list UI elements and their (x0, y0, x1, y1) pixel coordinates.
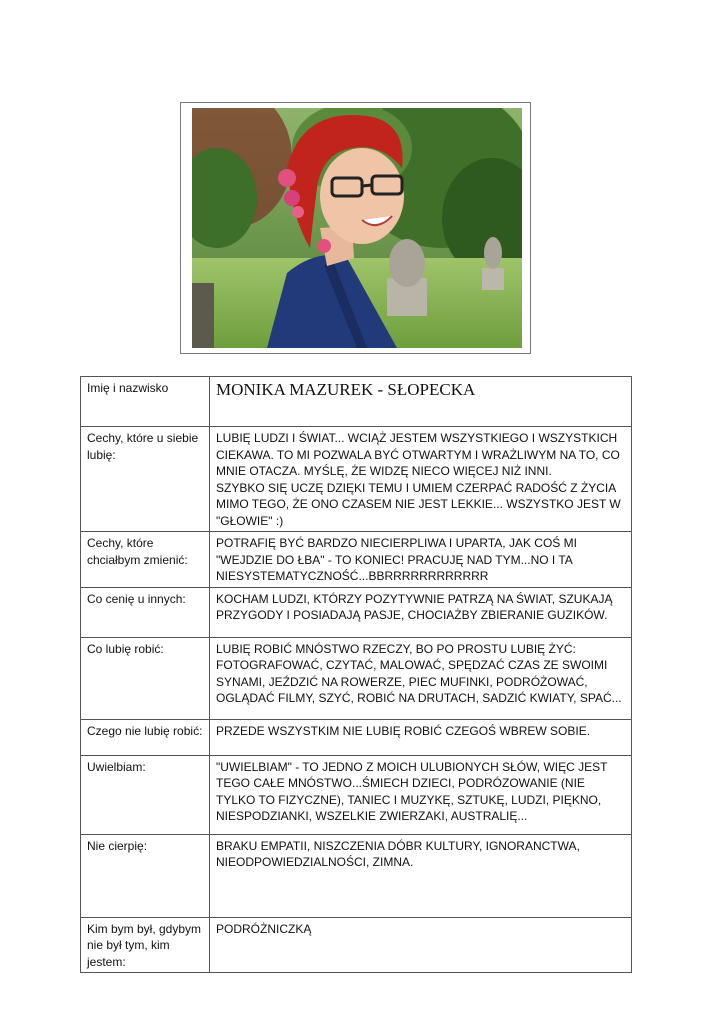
row-label-dislikes-doing: Czego nie lubię robić: (81, 719, 210, 755)
portrait-photo (192, 108, 522, 348)
row-label-name: Imię i nazwisko (81, 377, 210, 427)
row-label-hates: Nie cierpię: (81, 834, 210, 917)
portrait-photo-frame (180, 102, 531, 354)
row-value-valued-in-others: KOCHAM LUDZI, KTÓRZY POZYTYWNIE PATRZĄ NA ŚWIAT, SZUKAJĄ PRZYGODY I POSIADAJĄ PASJE, CHOCIAŻBY ZBIERANIE GUZIKÓW. (210, 587, 632, 637)
table-row (81, 587, 632, 637)
row-label-traits-to-change: Cechy, które chciałbym zmienić: (81, 532, 210, 588)
row-label-loves: Uwielbiam: (81, 755, 210, 834)
row-label-liked-traits: Cechy, które u siebie lubię: (81, 427, 210, 532)
row-value-liked-traits: LUBIĘ LUDZI I ŚWIAT... WCIĄŻ JESTEM WSZYSTKIEGO I WSZYSTKICH CIEKAWA. TO MI POZWALA BYĆ OTWARTYM I WRAŻLIWYM NA TO, CO MNIE OTACZA. MYŚLĘ, ŻE WIDZĘ NIECO WIĘCEJ NIŻ INNI. SZYBKO SIĘ UCZĘ DZIĘKI TEMU I UMIEM CZERPAĆ RADOŚĆ Z ŻYCIA MIMO TEGO, ŻE ONO CZASEM NIE JEST LEKKIE... WSZYSTKO JEST W "GŁOWIE" :) (210, 427, 632, 532)
table-row (81, 917, 632, 973)
row-label-alternative-self: Kim bym był, gdybym nie był tym, kim jestem: (81, 917, 210, 973)
table-row (81, 377, 632, 427)
table-row (81, 834, 632, 917)
table-row (81, 532, 632, 588)
profile-table (80, 376, 632, 973)
full-name: MONIKA MAZUREK - SŁOPECKA (210, 377, 632, 427)
table-row (81, 427, 632, 532)
table-row (81, 755, 632, 834)
row-value-dislikes-doing: PRZEDE WSZYSTKIM NIE LUBIĘ ROBIĆ CZEGOŚ WBREW SOBIE. (210, 719, 632, 755)
row-value-alternative-self: PODRÓŻNICZKĄ (210, 917, 632, 973)
row-label-likes-doing: Co lubię robić: (81, 637, 210, 719)
table-row (81, 637, 632, 719)
row-value-likes-doing: LUBIĘ ROBIĆ MNÓSTWO RZECZY, BO PO PROSTU LUBIĘ ŻYĆ: FOTOGRAFOWAĆ, CZYTAĆ, MALOWAĆ, SPĘDZAĆ CZAS ZE SWOIMI SYNAMI, JEŹDZIĆ NA ROWERZE, PIEC MUFINKI, PODRÓŻOWAĆ, OGLĄDAĆ FILMY, SZYĆ, ROBIĆ NA DRUTACH, SADZIĆ KWIATY, SPAĆ... (210, 637, 632, 719)
row-value-loves: "UWIELBIAM" - TO JEDNO Z MOICH ULUBIONYCH SŁÓW, WIĘC JEST TEGO CAŁE MNÓSTWO...ŚMIECH DZIECI, PODRÓZOWANIE (NIE TYLKO TO FIZYCZNE), TANIEC I MUZYKĘ, SZTUKĘ, LUDZI, PIĘKNO, NIESPODZIANKI, WSZELKIE ZWIERZAKI, AUSTRALIĘ... (210, 755, 632, 834)
table-row (81, 719, 632, 755)
row-value-traits-to-change: POTRAFIĘ BYĆ BARDZO NIECIERPLIWA I UPARTA, JAK COŚ MI "WEJDZIE DO ŁBA" - TO KONIEC! PRACUJĘ NAD TYM...NO I TA NIESYSTEMATYCZNOŚĆ...BBRRRRRRRRRRRR (210, 532, 632, 588)
row-value-hates: BRAKU EMPATII, NISZCZENIA DÓBR KULTURY, IGNORANCTWA, NIEODPOWIEDZIALNOŚCI, ZIMNA. (210, 834, 632, 917)
row-label-valued-in-others: Co cenię u innych: (81, 587, 210, 637)
